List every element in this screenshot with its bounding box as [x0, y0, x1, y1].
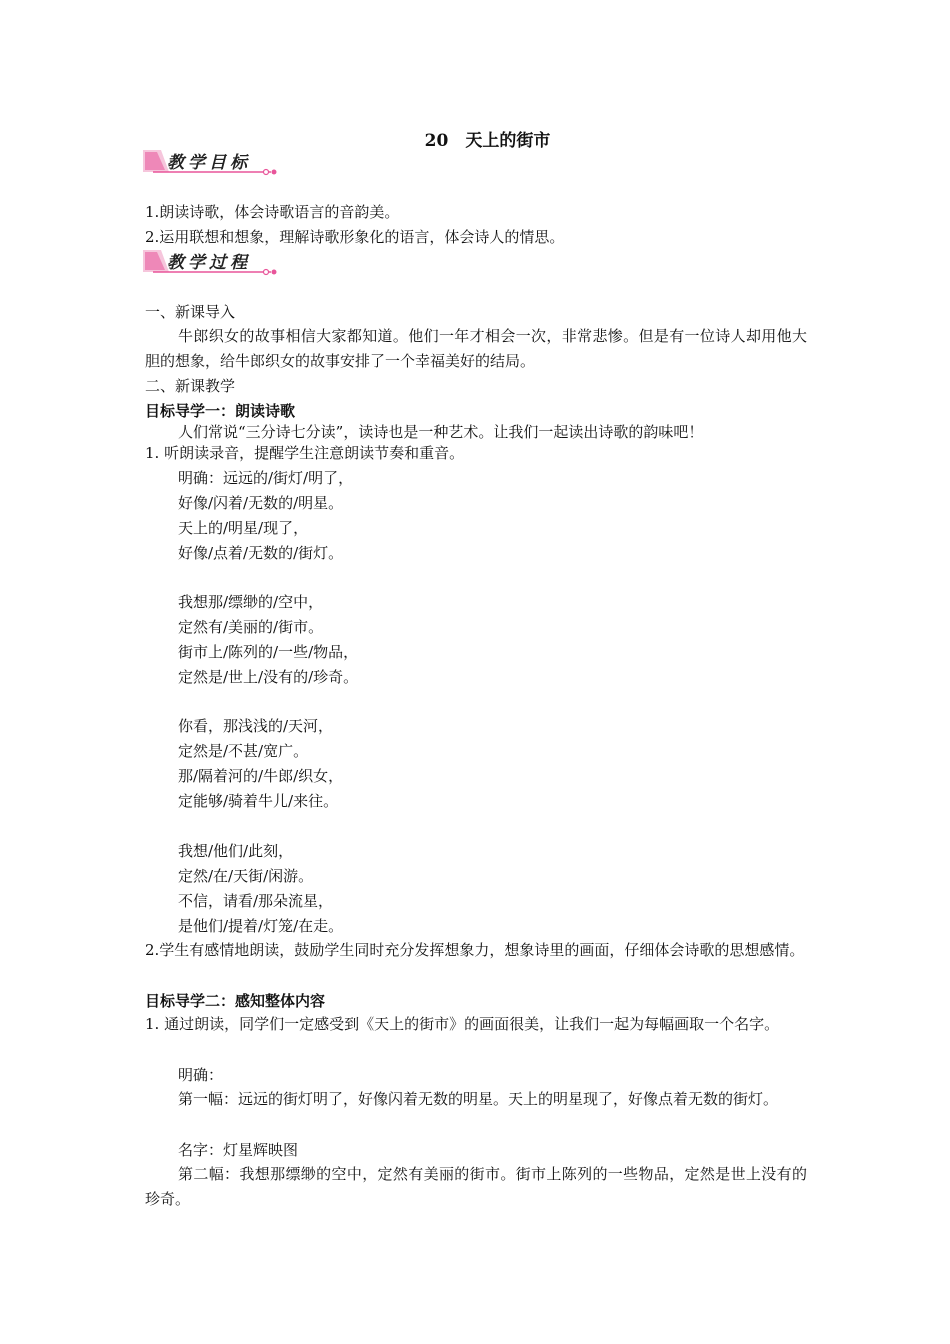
paragraph: 牛郎织女的故事相信大家都知道。他们一年才相会一次，非常悲惨。但是有一位诗人却用他大胆的想象，给牛郎织女的故事安排了一个幸福美好的结局。	[145, 327, 807, 370]
poem-line: 你看，那浅浅的/天河，	[178, 717, 334, 735]
poem-line: 好像/点着/无数的/街灯。	[178, 544, 344, 562]
poem-line: 那/隔着河的/牛郎/织女，	[178, 767, 344, 785]
poem-line: 定能够/骑着牛儿/来往。	[178, 792, 339, 810]
subsection-heading: 目标导学二：感知整体内容	[145, 992, 326, 1010]
paragraph: 第二幅：我想那缥缈的空中，定然有美丽的街市。街市上陈列的一些物品，定然是世上没有的珍奇。	[145, 1165, 807, 1208]
step-item: 2.学生有感情地朗读，鼓励学生同时充分发挥想象力，想象诗里的画面，仔细体会诗歌的思想感情。	[145, 941, 805, 959]
process-banner-label: 教学过程	[167, 253, 251, 273]
subsection-heading: 目标导学一：朗读诗歌	[145, 402, 296, 420]
poem-line: 我想那/缥缈的/空中，	[178, 593, 324, 611]
poem-line: 不信，请看/那朵流星，	[178, 892, 334, 910]
poem-line: 定然是/世上/没有的/珍奇。	[178, 668, 359, 686]
poem-line: 好像/闪着/无数的/明星。	[178, 494, 344, 512]
process-banner	[143, 248, 283, 278]
goal-item: 1.朗读诗歌，体会诗歌语言的音韵美。	[145, 203, 400, 221]
paragraph: 明确：	[178, 1066, 224, 1084]
goals-banner-label: 教学目标	[167, 153, 251, 173]
poem-line: 是他们/提着/灯笼/在走。	[178, 917, 344, 935]
poem-line: 定然是/不甚/宽广。	[178, 742, 309, 760]
page-title: 20 天上的街市	[424, 131, 551, 151]
step-item: 1. 听朗读录音，提醒学生注意朗读节奏和重音。	[145, 444, 465, 462]
step-item: 1. 通过朗读，同学们一定感受到《天上的街市》的画面很美，让我们一起为每幅画取一个名字。	[145, 1015, 780, 1033]
section-heading: 一、新课导入	[145, 303, 236, 321]
goal-item: 2.运用联想和想象，理解诗歌形象化的语言，体会诗人的情思。	[145, 228, 565, 246]
poem-line: 天上的/明星/现了，	[178, 519, 309, 537]
poem-line: 定然有/美丽的/街市。	[178, 618, 324, 636]
poem-line: 街市上/陈列的/一些/物品，	[178, 643, 359, 661]
goals-banner	[143, 148, 283, 178]
paragraph: 人们常说“三分诗七分读”，读诗也是一种艺术。让我们一起读出诗歌的韵味吧！	[178, 423, 704, 441]
paragraph: 第一幅：远远的街灯明了，好像闪着无数的明星。天上的明星现了，好像点着无数的街灯。	[178, 1090, 779, 1108]
poem-line: 我想/他们/此刻，	[178, 842, 294, 860]
section-heading: 二、新课教学	[145, 377, 236, 395]
poem-line: 定然/在/天街/闲游。	[178, 867, 314, 885]
paragraph: 名字：灯星辉映图	[178, 1141, 299, 1159]
poem-line: 明确：远远的/街灯/明了，	[178, 469, 354, 487]
